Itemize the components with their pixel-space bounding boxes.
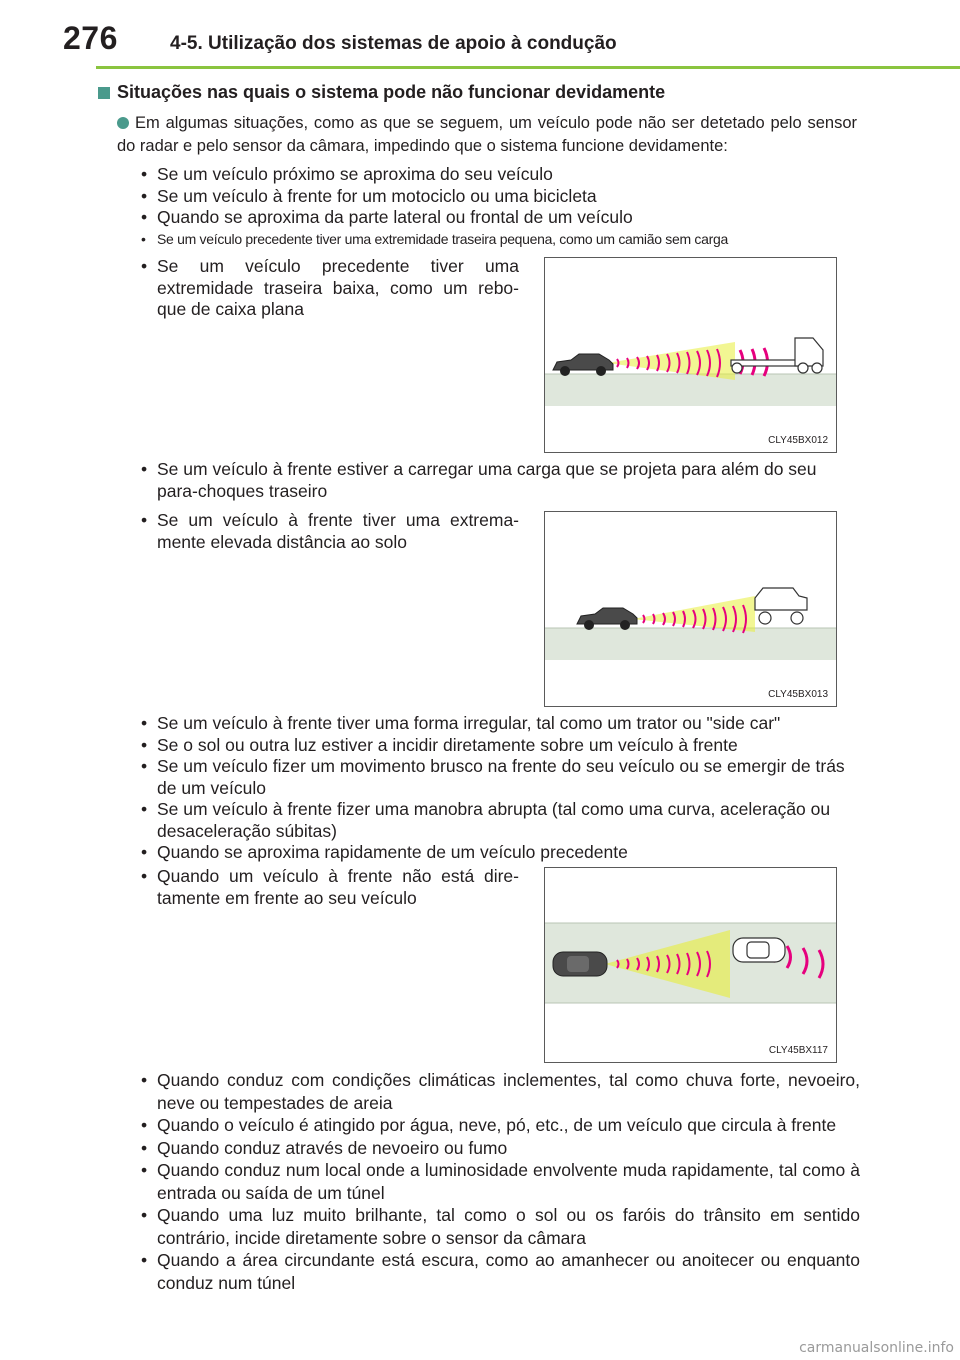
header-rule (96, 66, 960, 69)
car-icon (553, 952, 607, 976)
high-clearance-illustration (545, 512, 836, 706)
list-item: • Quando a área circundante está escura, como ao amanhecer ou anoitecer ou enquanto conduz num túnel (135, 1249, 860, 1294)
list-item: • Se um veículo à frente tiver uma forma irregular, tal como um trator ou "side car" (135, 713, 860, 735)
section-title: Situações nas quais o sistema pode não funcionar devidamente (117, 82, 666, 102)
fig1-text-list (135, 256, 519, 321)
list-item: • Se um veículo precedente tiver uma extremidade traseira baixa, como um rebo-que de caixa plana (135, 256, 519, 321)
figure-caption: CLY45BX012 (768, 435, 828, 446)
list-item: • Quando um veículo à frente não está dire-tamente em frente ao seu veículo (135, 866, 519, 909)
list-item: • Quando se aproxima rapidamente de um veículo precedente (135, 842, 860, 864)
list-item: • Quando conduz num local onde a luminosidade envolvente muda rapidamente, tal como à entrada ou saída de um túnel (135, 1159, 860, 1204)
figure-caption: CLY45BX013 (768, 689, 828, 700)
circle-bullet-icon (117, 117, 129, 129)
list-item: • Se um veículo fizer um movimento brusco na frente do seu veículo ou se emergir de trás de um veículo (135, 756, 860, 799)
offset-vehicle-illustration (545, 868, 836, 1062)
watermark: carmanualsonline.info (799, 1340, 954, 1356)
list-item: • Se um veículo à frente fizer uma manobra abrupta (tal como uma curva, aceleração ou desaceleração súbitas) (135, 799, 860, 842)
condition-list-small (135, 229, 865, 251)
square-bullet-icon (98, 87, 110, 99)
figure-offset-vehicle (544, 867, 837, 1063)
list-item: • Se um veículo próximo se aproxima do seu veículo (135, 164, 860, 186)
figure-flatbed-trailer (544, 257, 837, 453)
lead-text: Em algumas situações, como as que se seguem, um veículo pode não ser detetado pelo sensor do radar e pelo sensor da câmara, impedindo que o sistema funcione devidamente: (117, 114, 857, 155)
lead-paragraph (117, 112, 857, 158)
list-item: • Quando uma luz muito brilhante, tal como o sol ou os faróis do trânsito em sentido contrário, incide diretamente sobre o sensor da câmara (135, 1204, 860, 1249)
chapter-title: 4-5. Utilização dos sistemas de apoio à condução (170, 33, 617, 54)
list-item: • Se um veículo à frente estiver a carregar uma carga que se projeta para além do seu para-choques traseiro (135, 459, 860, 502)
fig3-text-list (135, 866, 519, 909)
projecting-load-list (135, 459, 860, 502)
condition-list-4 (135, 1069, 860, 1294)
list-item: • Se um veículo à frente tiver uma extrema-mente elevada distância ao solo (135, 510, 519, 553)
condition-list-1 (135, 164, 860, 229)
list-item: • Quando se aproxima da parte lateral ou frontal de um veículo (135, 207, 860, 229)
page-number: 276 (63, 20, 118, 56)
flatbed-illustration (545, 258, 836, 452)
list-item: • Se um veículo à frente for um motociclo ou uma bicicleta (135, 186, 860, 208)
list-item: • Se o sol ou outra luz estiver a incidir diretamente sobre um veículo à frente (135, 735, 860, 757)
list-item: • Quando conduz com condições climáticas inclementes, tal como chuva forte, nevoeiro, neve ou tempestades de areia (135, 1069, 860, 1114)
list-item: • Quando o veículo é atingido por água, neve, pó, etc., de um veículo que circula à frente (135, 1114, 860, 1137)
condition-list-3 (135, 713, 860, 864)
list-item: • Se um veículo precedente tiver uma extremidade traseira pequena, como um camião sem carga (135, 229, 865, 251)
section-heading (98, 82, 665, 103)
figure-high-clearance (544, 511, 837, 707)
fig2-text-list (135, 510, 519, 553)
figure-caption: CLY45BX117 (768, 1045, 828, 1056)
list-item: • Quando conduz através de nevoeiro ou fumo (135, 1137, 860, 1160)
